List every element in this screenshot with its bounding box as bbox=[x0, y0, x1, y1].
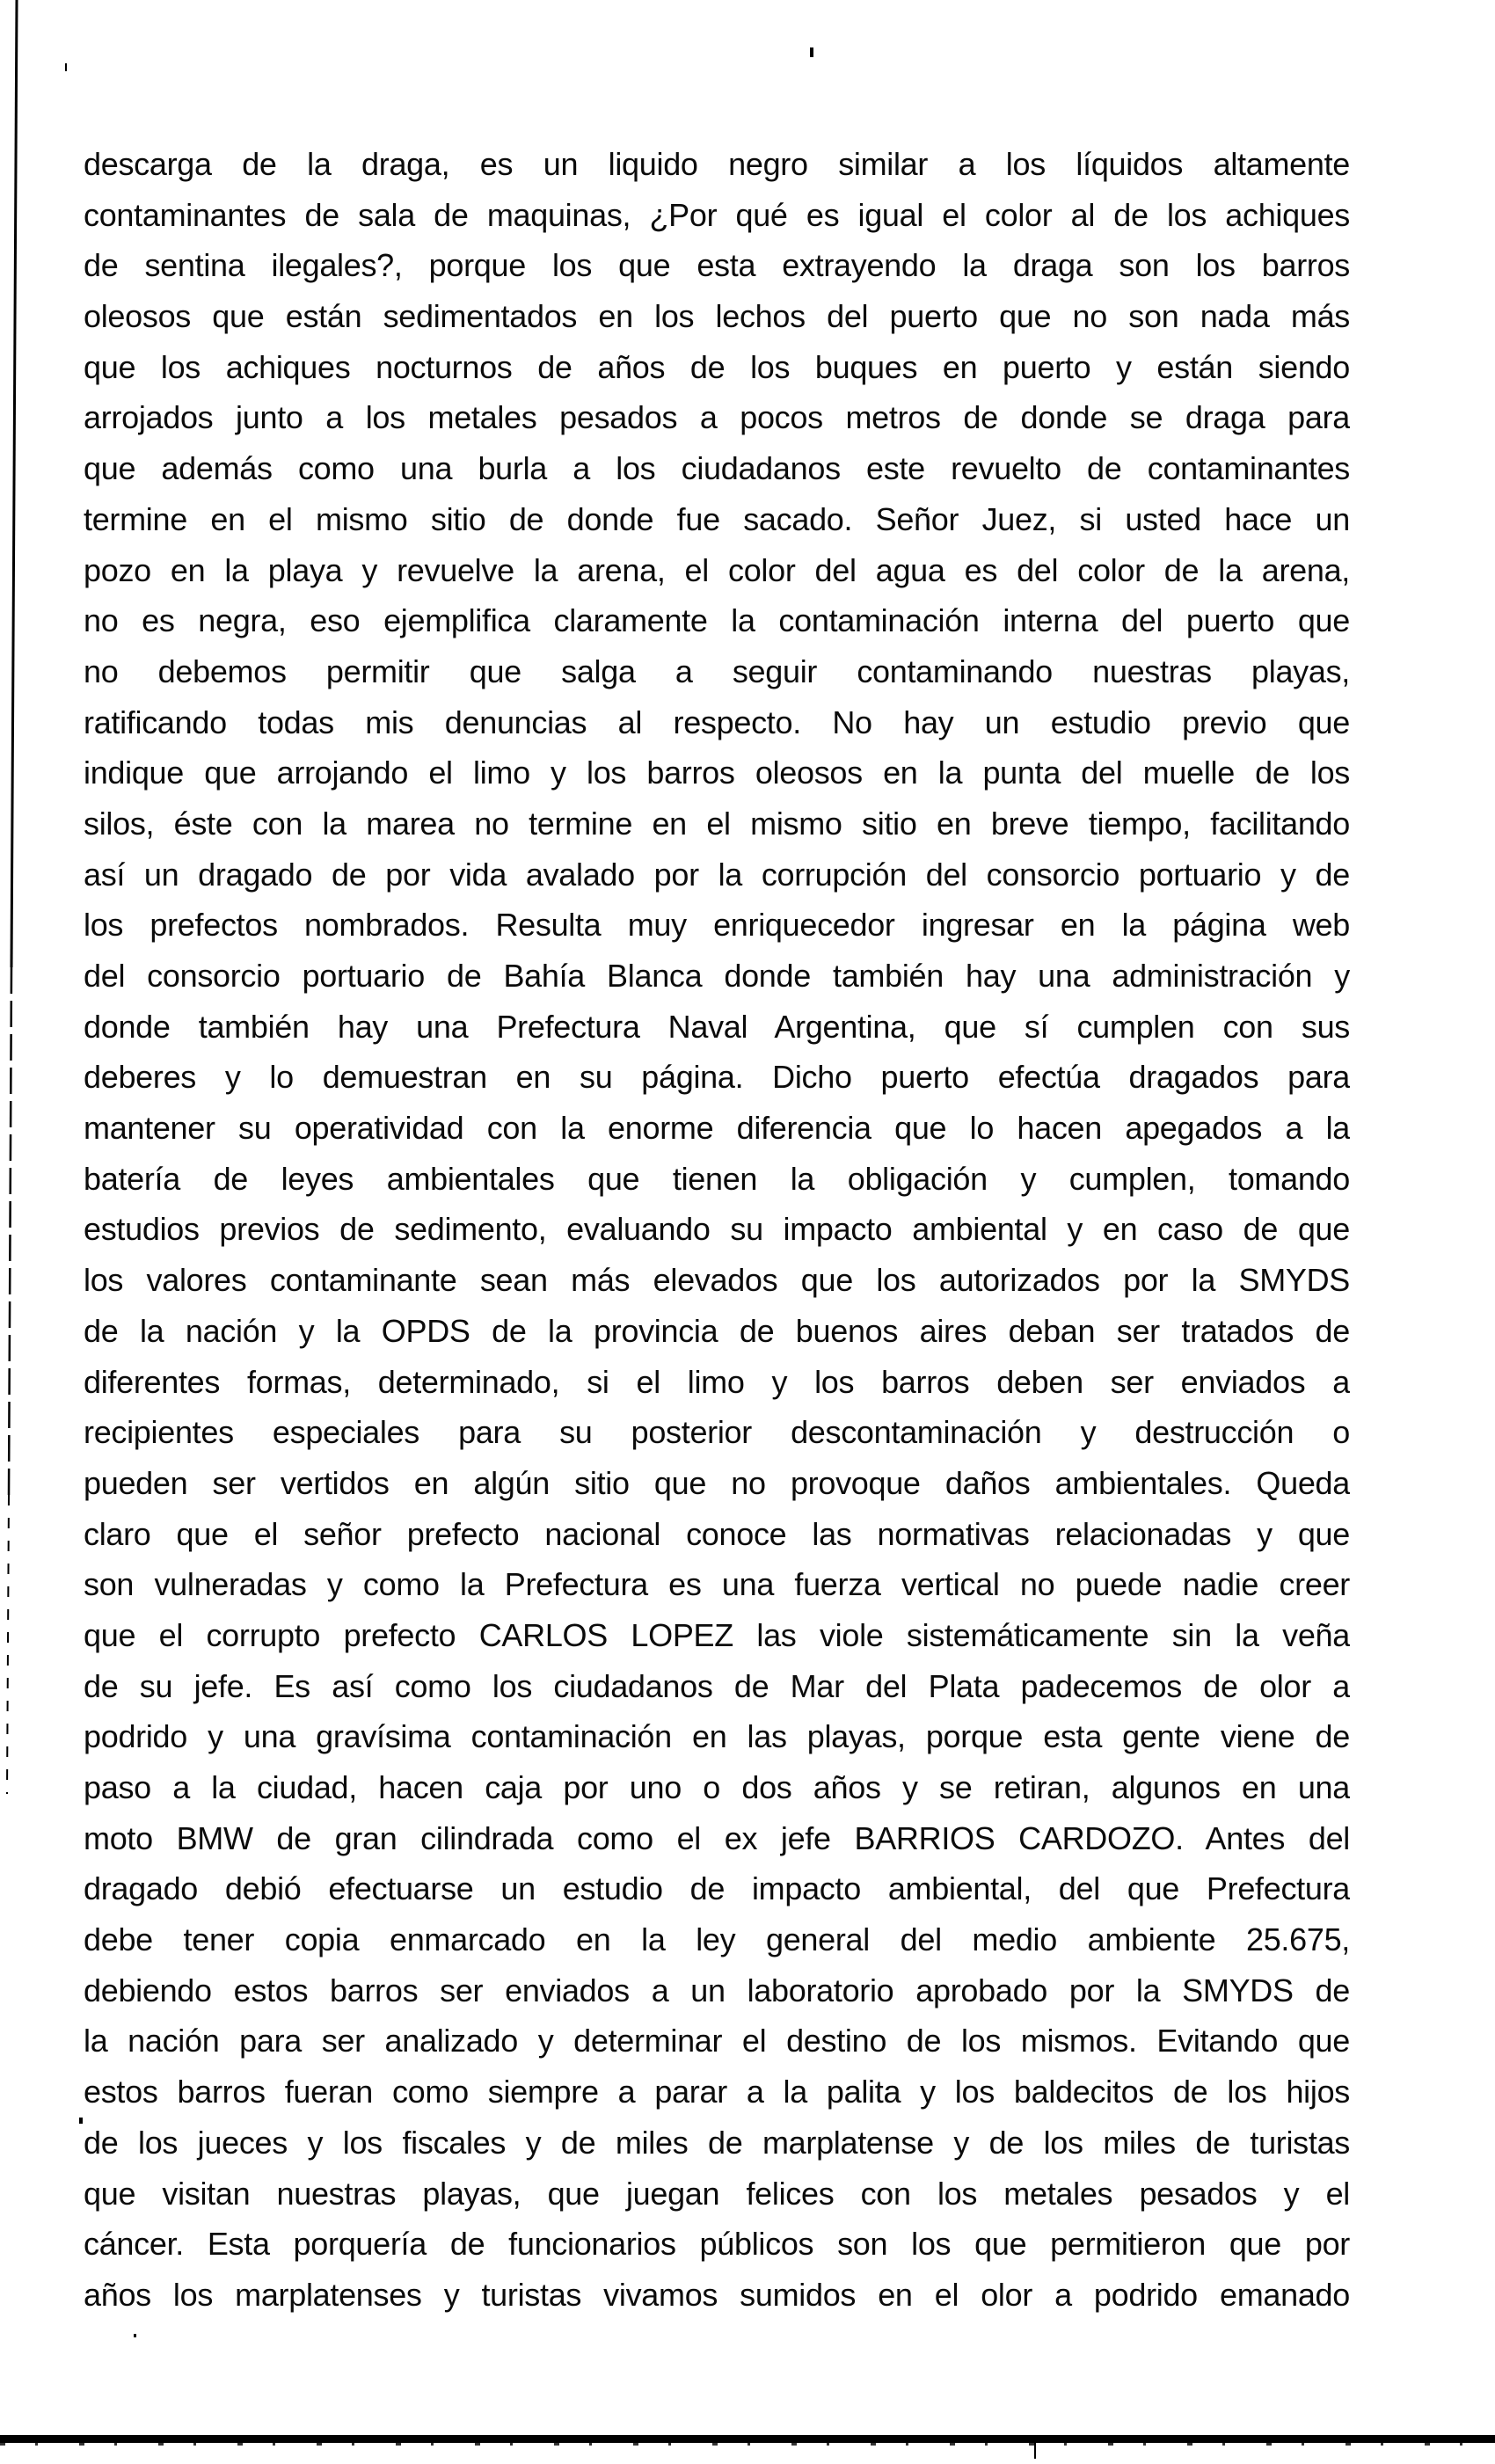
text-line: silos, éste con la marea no termine en el mismo sitio en breve tiempo, facilitando bbox=[84, 805, 1350, 842]
text-line: ratificando todas mis denuncias al respecto. No hay un estudio previo que bbox=[84, 703, 1350, 740]
text-line: deberes y lo demuestran en su página. Dicho puerto efectúa dragados para bbox=[84, 1059, 1350, 1096]
text-line: batería de leyes ambientales que tienen la obligación y cumplen, tomando bbox=[84, 1160, 1350, 1197]
text-line: estudios previos de sedimento, evaluando su impacto ambiental y en caso de que bbox=[84, 1211, 1350, 1248]
text-line: que además como una burla a los ciudadanos este revuelto de contaminantes bbox=[84, 450, 1350, 487]
text-line: paso a la ciudad, hacen caja por uno o dos años y se retiran, algunos en una bbox=[84, 1769, 1350, 1805]
text-line: recipientes especiales para su posterior descontaminación y destrucción o bbox=[84, 1414, 1350, 1451]
scan-tick bbox=[1034, 2443, 1036, 2459]
text-line: que visitan nuestras playas, que juegan felices con los metales pesados y el bbox=[84, 2175, 1350, 2212]
text-line: años los marplatenses y turistas vivamos sumidos en el olor a podrido emanado bbox=[84, 2276, 1350, 2313]
scan-bottom-bar bbox=[0, 2435, 1495, 2443]
text-line: pozo en la playa y revuelve la arena, el color del agua es del color de la arena, bbox=[84, 551, 1350, 588]
text-line: así un dragado de por vida avalado por la corrupción del consorcio portuario y de bbox=[84, 856, 1350, 893]
scan-edge-line bbox=[0, 0, 35, 1812]
text-block bbox=[84, 139, 1350, 2321]
text-line: de los jueces y los fiscales y de miles de marplatense y de los miles de turistas bbox=[84, 2124, 1350, 2161]
text-line: los valores contaminante sean más elevados que los autorizados por la SMYDS bbox=[84, 1262, 1350, 1299]
text-line: debe tener copia enmarcado en la ley general del medio ambiente 25.675, bbox=[84, 1921, 1350, 1958]
text-line: indique que arrojando el limo y los barros oleosos en la punta del muelle de los bbox=[84, 755, 1350, 791]
text-line: son vulneradas y como la Prefectura es una fuerza vertical no puede nadie creer bbox=[84, 1566, 1350, 1603]
scan-speck bbox=[79, 2118, 83, 2124]
text-line: que el corrupto prefecto CARLOS LOPEZ las viole sistemáticamente sin la veña bbox=[84, 1616, 1350, 1653]
text-line: oleosos que están sedimentados en los lechos del puerto que no son nada más bbox=[84, 298, 1350, 335]
text-line: los prefectos nombrados. Resulta muy enriquecedor ingresar en la página web bbox=[84, 907, 1350, 944]
scan-speck bbox=[810, 47, 813, 57]
text-line: termine en el mismo sitio de donde fue sacado. Señor Juez, si usted hace un bbox=[84, 500, 1350, 537]
text-line: mantener su operatividad con la enorme diferencia que lo hacen apegados a la bbox=[84, 1110, 1350, 1147]
scan-speck bbox=[65, 63, 67, 71]
text-line: debiendo estos barros ser enviados a un laboratorio aprobado por la SMYDS de bbox=[84, 1972, 1350, 2008]
text-line: no es negra, eso ejemplifica claramente la contaminación interna del puerto que bbox=[84, 602, 1350, 639]
text-line: dragado debió efectuarse un estudio de impacto ambiental, del que Prefectura bbox=[84, 1870, 1350, 1907]
text-line: la nación para ser analizado y determinar el destino de los mismos. Evitando que bbox=[84, 2023, 1350, 2059]
text-line: de la nación y la OPDS de la provincia de buenos aires deban ser tratados de bbox=[84, 1312, 1350, 1349]
text-line: donde también hay una Prefectura Naval Argentina, que sí cumplen con sus bbox=[84, 1008, 1350, 1045]
scan-speck bbox=[134, 2334, 136, 2337]
text-line: no debemos permitir que salga a seguir contaminando nuestras playas, bbox=[84, 652, 1350, 689]
text-line: del consorcio portuario de Bahía Blanca donde también hay una administración y bbox=[84, 958, 1350, 994]
text-line: contaminantes de sala de maquinas, ¿Por qué es igual el color al de los achiques bbox=[84, 196, 1350, 233]
text-line: moto BMW de gran cilindrada como el ex jefe BARRIOS CARDOZO. Antes del bbox=[84, 1819, 1350, 1856]
text-line: estos barros fueran como siempre a parar a la palita y los baldecitos de los hijos bbox=[84, 2074, 1350, 2110]
text-line: de sentina ilegales?, porque los que esta extrayendo la draga son los barros bbox=[84, 247, 1350, 284]
text-line: podrido y una gravísima contaminación en las playas, porque esta gente viene de bbox=[84, 1718, 1350, 1755]
text-line: de su jefe. Es así como los ciudadanos de Mar del Plata padecemos de olor a bbox=[84, 1667, 1350, 1704]
text-line: descarga de la draga, es un liquido negro similar a los líquidos altamente bbox=[84, 146, 1350, 182]
text-line: claro que el señor prefecto nacional conoce las normativas relacionadas y que bbox=[84, 1515, 1350, 1552]
text-line: diferentes formas, determinado, si el limo y los barros deben ser enviados a bbox=[84, 1363, 1350, 1400]
text-line: que los achiques nocturnos de años de los buques en puerto y están siendo bbox=[84, 348, 1350, 385]
text-line: pueden ser vertidos en algún sitio que no provoque daños ambientales. Queda bbox=[84, 1464, 1350, 1501]
text-line: cáncer. Esta porquería de funcionarios públicos son los que permitieron que por bbox=[84, 2226, 1350, 2263]
text-line: arrojados junto a los metales pesados a pocos metros de donde se draga para bbox=[84, 399, 1350, 436]
